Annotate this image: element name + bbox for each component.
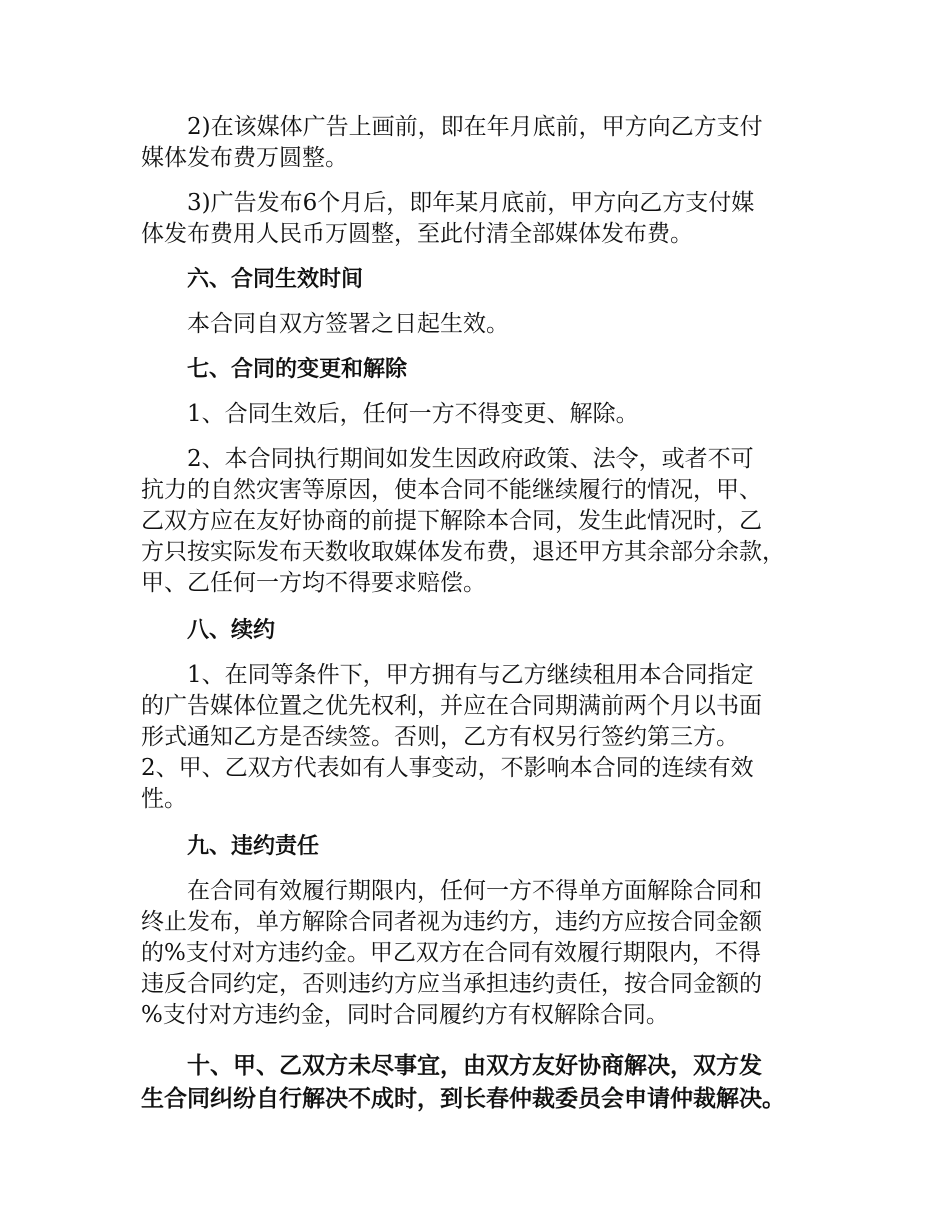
- section-heading-7: 七、合同的变更和解除: [187, 357, 408, 382]
- text-line: 抗力的自然灾害等原因，使本合同不能继续履行的情况，甲、: [141, 477, 762, 503]
- text-line: 甲、乙任何一方均不得要求赔偿。: [141, 570, 486, 596]
- text-line: 3)广告发布6个月后，即年某月底前，甲方向乙方支付媒: [187, 190, 755, 216]
- text-line: 1、在同等条件下，甲方拥有与乙方继续租用本合同指定: [187, 662, 754, 688]
- text-line: 在合同有效履行期限内，任何一方不得单方面解除合同和: [187, 878, 762, 904]
- change-clause-2: [141, 444, 831, 599]
- text-line: 体发布费用人民币万圆整，至此付清全部媒体发布费。: [141, 221, 693, 247]
- text-line: 十、甲、乙双方未尽事宜，由双方友好协商解决，双方发: [187, 1052, 762, 1079]
- text-line: 2、甲、乙双方代表如有人事变动，不影响本合同的连续有效: [141, 755, 754, 781]
- section-heading-9: 九、违约责任: [187, 834, 320, 859]
- text-line: %支付对方违约金，同时合同履约方有权解除合同。: [141, 1002, 669, 1028]
- text-line: 乙双方应在友好协商的前提下解除本合同，发生此情况时，乙: [141, 508, 762, 534]
- text-line: 违反合同约定，否则违约方应当承担违约责任，按合同金额的: [141, 971, 762, 997]
- document-page: [141, 112, 831, 1115]
- change-clause-1: 1、合同生效后，任何一方不得变更、解除。: [187, 401, 639, 427]
- breach-clause: [141, 876, 831, 1031]
- text-line: 媒体发布费万圆整。: [141, 145, 348, 171]
- effective-clause: 本合同自双方签署之日起生效。: [187, 311, 509, 337]
- text-line: 2、本合同执行期间如发生因政府政策、法令，或者不可: [187, 446, 754, 472]
- dispute-clause: [141, 1049, 831, 1115]
- section-heading-6: 六、合同生效时间: [187, 267, 364, 292]
- text-line: 2)在该媒体广告上画前，即在年月底前，甲方向乙方支付: [187, 114, 763, 140]
- text-line: 终止发布，单方解除合同者视为违约方，违约方应按合同金额: [141, 909, 762, 935]
- text-line: 形式通知乙方是否续签。否则，乙方有权另行签约第三方。: [141, 724, 739, 750]
- renewal-clause: [141, 660, 831, 815]
- text-line: 性。: [141, 786, 187, 812]
- text-line: 生合同纠纷自行解决不成时，到长春仲裁委员会申请仲裁解决。: [141, 1085, 785, 1112]
- text-line: 的广告媒体位置之优先权利，并应在合同期满前两个月以书面: [141, 693, 762, 719]
- section-heading-8: 八、续约: [187, 618, 276, 643]
- payment-clause-3: [141, 188, 831, 250]
- text-line: 方只按实际发布天数收取媒体发布费，退还甲方其余部分余款，: [141, 539, 785, 565]
- text-line: 的%支付对方违约金。甲乙双方在合同有效履行期限内，不得: [141, 940, 761, 966]
- payment-clause-2: [141, 112, 831, 174]
